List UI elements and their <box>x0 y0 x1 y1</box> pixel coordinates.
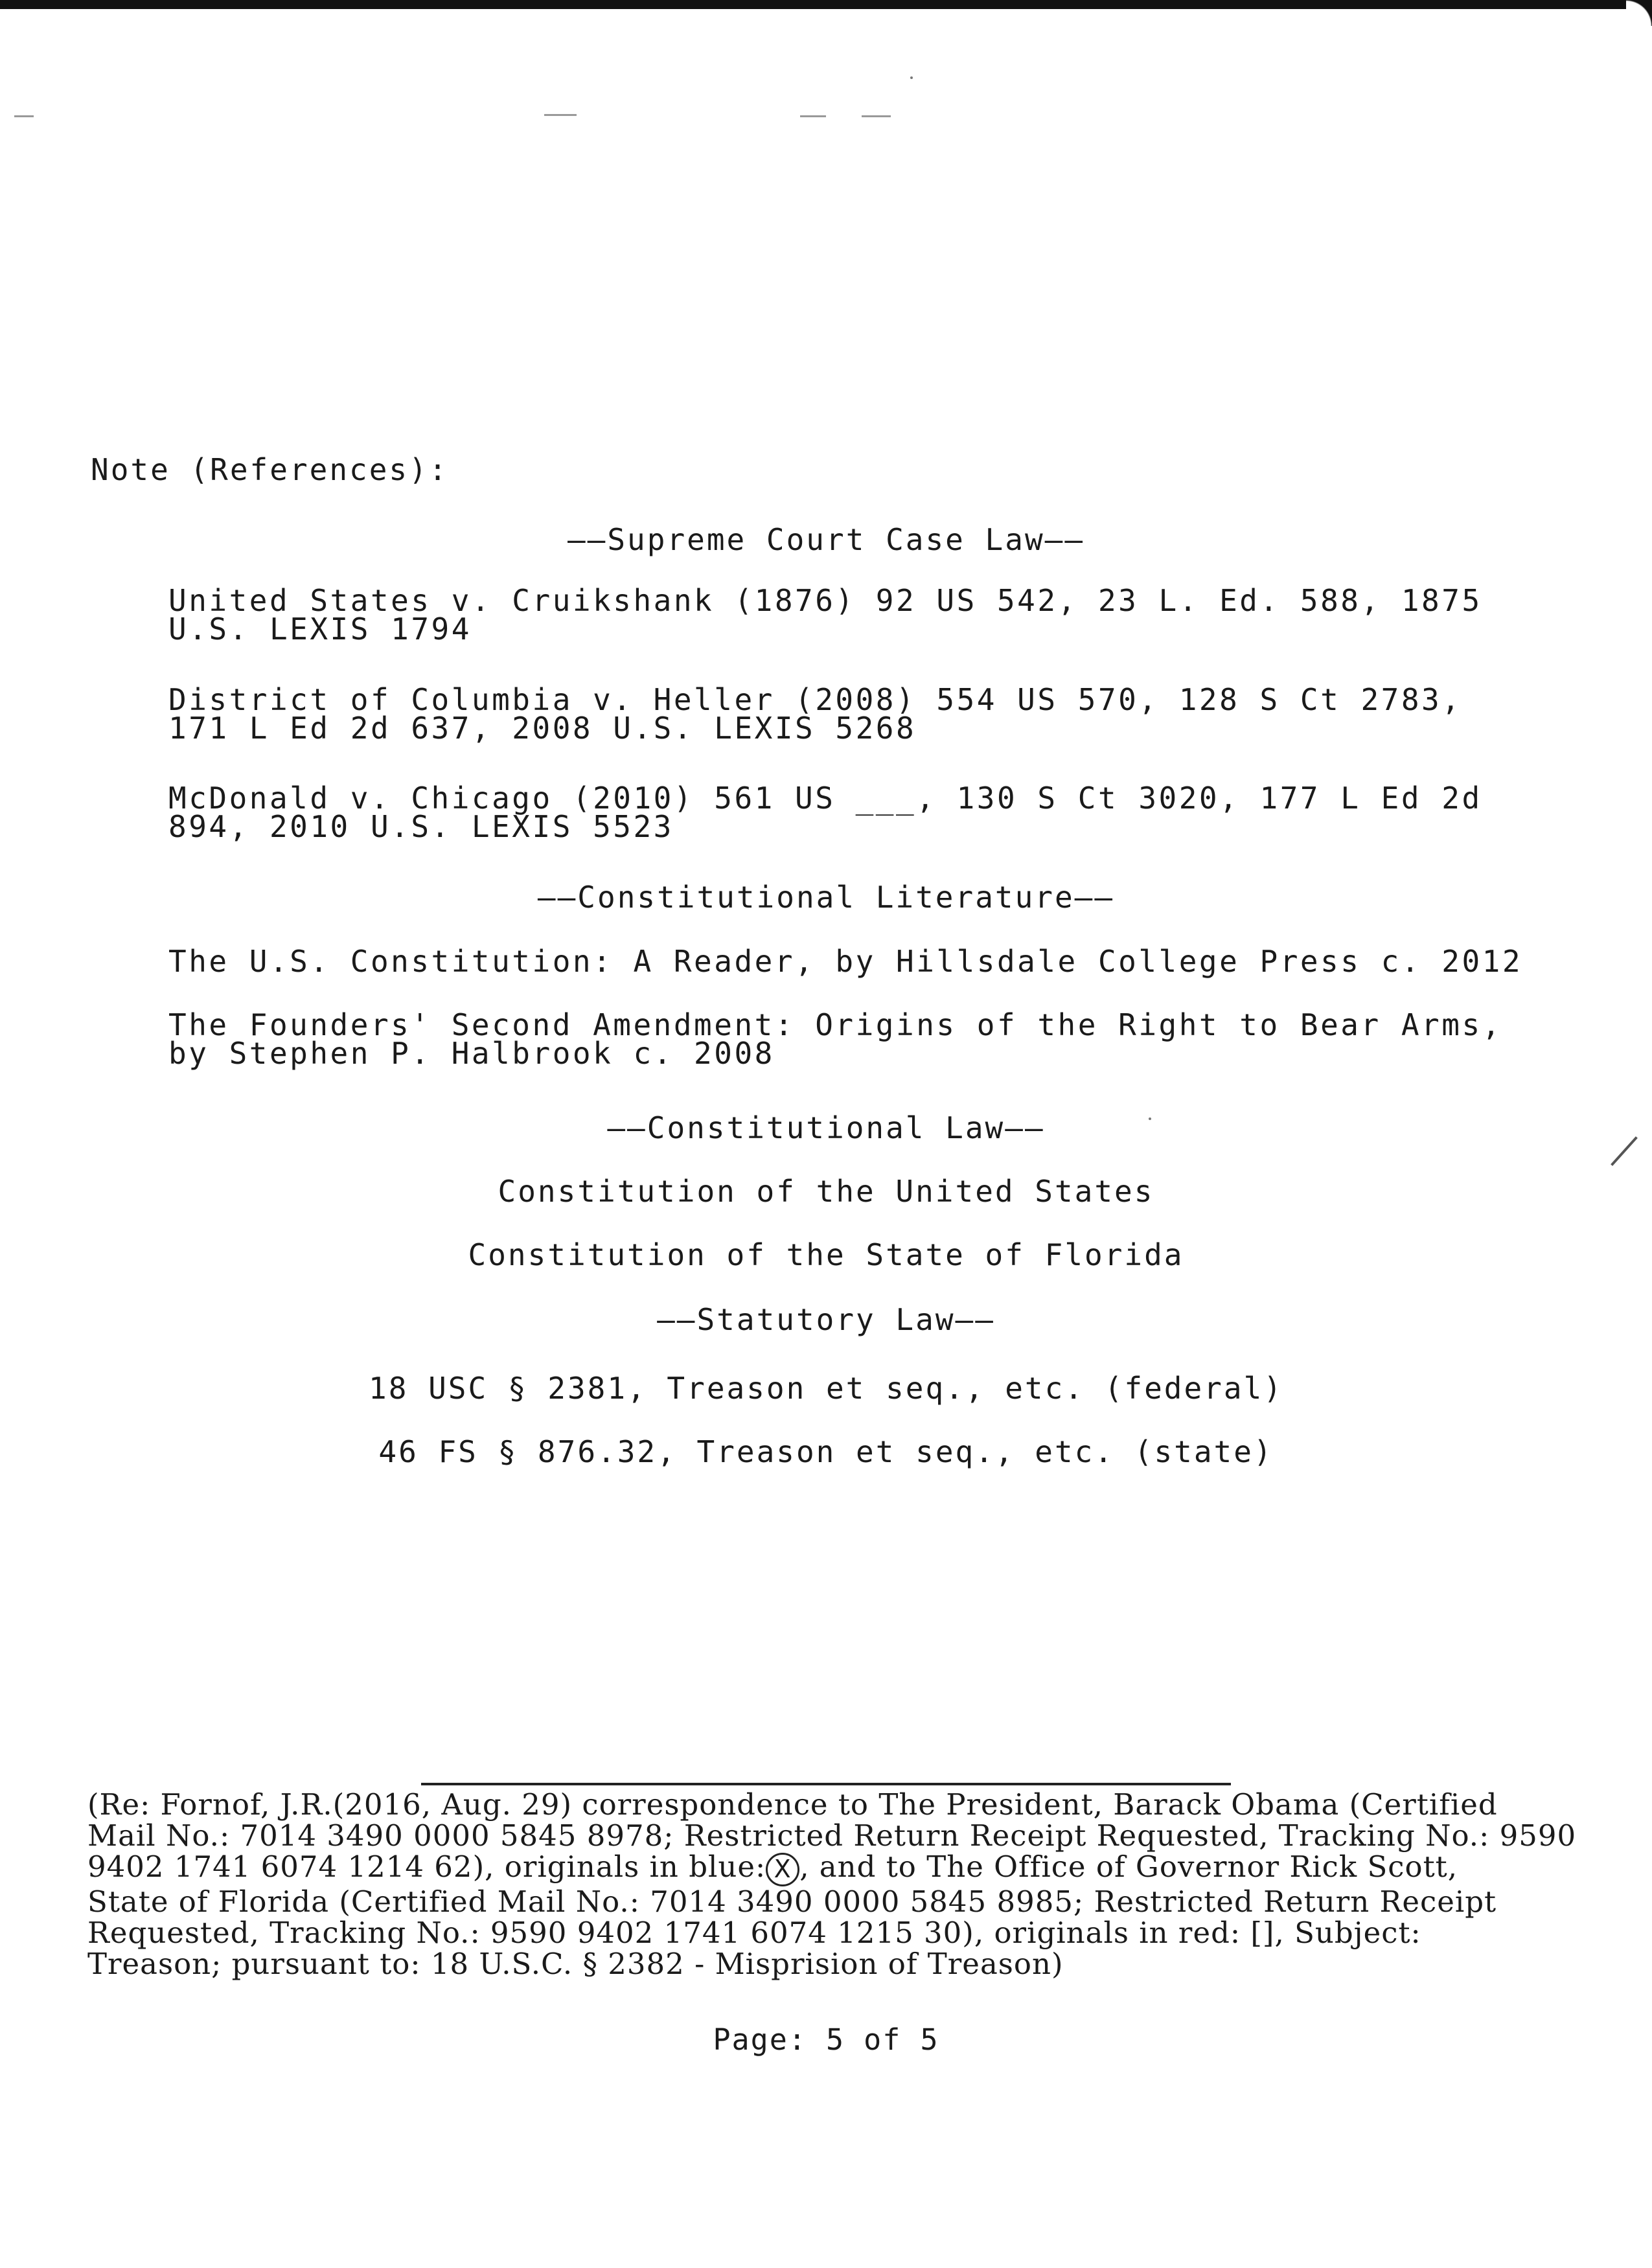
case-citation: United States v. Cruikshank (1876) 92 US 542, 23 L. Ed. 588, 1875 U.S. LEXIS 1794 <box>168 583 1482 647</box>
footer-correspondence-note: (Re: Fornof, J.R.(2016, Aug. 29) correspondence to The President, Barack Obama (Certified Mail No.: 7014 3490 0000 5845 8978; Restricted Return Receipt Requested, Tracking No.: 9590 9402 1741 6074 1214 62), originals in blue: X , and to The Office of Governor Rick Scott, State of Florida (Certified Mail No.: 7014 3490 0000 5845 8985; Restricted Return Receipt Requested, Tracking No.: 9590 9402 1741 6074 1215 30), originals in red: [], Subject: Treason; pursuant to: 18 U.S.C. § 2382 - Misprision of Treason) <box>87 1787 1577 1981</box>
section-heading-statutory-law: ——Statutory Law—— <box>657 1302 995 1337</box>
note-heading: Note (References): <box>91 452 449 487</box>
scan-top-edge <box>0 0 1652 9</box>
case-citation: McDonald v. Chicago (2010) 561 US ___, 130 S Ct 3020, 177 L Ed 2d 894, 2010 U.S. LEXIS 5523 <box>168 781 1482 844</box>
literature-reference: The Founders' Second Amendment: Origins of the Right to Bear Arms, by Stephen P. Halbrook c. 2008 <box>168 1007 1502 1071</box>
scan-artifact <box>544 114 577 116</box>
scan-artifact <box>862 115 891 117</box>
constitution-reference: Constitution of the United States <box>498 1174 1154 1209</box>
footer-divider <box>421 1783 1231 1785</box>
statute-reference: 18 USC § 2381, Treason et seq., etc. (federal) <box>369 1371 1283 1406</box>
section-heading-supreme-court: ——Supreme Court Case Law—— <box>567 522 1085 557</box>
statute-reference: 46 FS § 876.32, Treason et seq., etc. (state) <box>378 1434 1274 1469</box>
section-heading-constitutional-law: ——Constitutional Law—— <box>607 1110 1045 1145</box>
scan-corner <box>1626 0 1652 26</box>
checked-box-mark: X <box>766 1853 799 1886</box>
constitution-reference: Constitution of the State of Florida <box>468 1237 1184 1272</box>
case-citation: District of Columbia v. Heller (2008) 554 US 570, 128 S Ct 2783, 171 L Ed 2d 637, 2008 U.S. LEXIS 5268 <box>168 682 1462 746</box>
scan-artifact <box>910 76 913 79</box>
scan-artifact <box>800 115 826 117</box>
section-heading-literature: ——Constitutional Literature—— <box>537 880 1115 915</box>
page-number: Page: 5 of 5 <box>713 2022 939 2057</box>
literature-reference: The U.S. Constitution: A Reader, by Hillsdale College Press c. 2012 <box>168 944 1523 979</box>
scan-artifact <box>14 115 34 117</box>
